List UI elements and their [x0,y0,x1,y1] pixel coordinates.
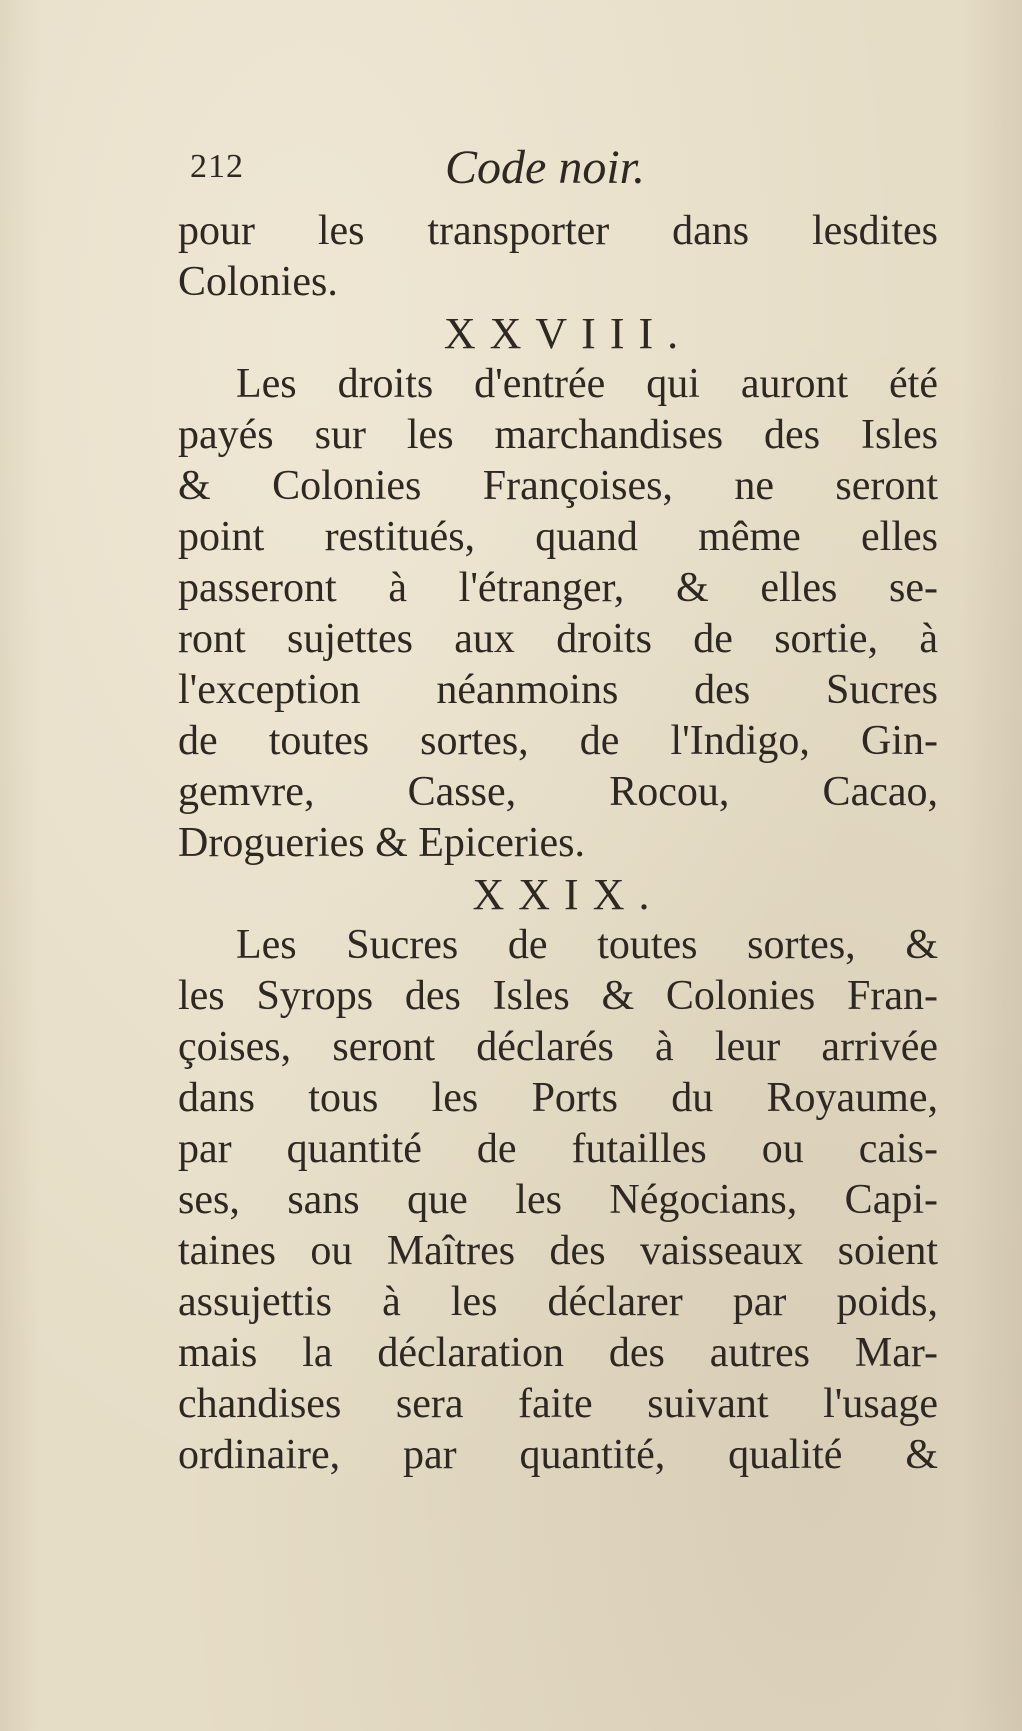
text-line: par quantité de futailles ou cais- [178,1126,938,1172]
text-line: mais la déclaration des autres Mar- [178,1330,938,1376]
text-line: Drogueries & Epiceries. [178,820,586,866]
text-line: chandises sera faite suivant l'usage [178,1381,938,1427]
text-line: passeront à l'étranger, & elles se- [178,565,938,611]
text-line: ront sujettes aux droits de sortie, à [178,616,938,662]
text-line: de toutes sortes, de l'Indigo, Gin- [178,718,938,764]
article-heading-xxviii: XXVIII. [443,309,693,358]
running-title: Code noir. [445,141,646,194]
text-line: & Colonies Françoises, ne seront [178,463,938,509]
page-header [190,140,950,200]
text-line: ordinaire, par quantité, qualité & [178,1432,938,1478]
text-line: assujettis à les déclarer par poids, [178,1279,938,1325]
text-line: çoises, seront déclarés à leur arrivée [178,1024,938,1070]
text-line: payés sur les marchandises des Isles [178,412,938,458]
text-line: Les Sucres de toutes sortes, & [236,922,938,968]
text-line: Colonies. [178,259,338,305]
text-line: gemvre, Casse, Rocou, Cacao, [178,769,938,815]
text-line: pour les transporter dans lesdites [178,208,938,254]
text-line: Les droits d'entrée qui auront été [236,361,938,407]
article-heading-xxix: XXIX. [472,870,664,919]
text-line: l'exception néanmoins des Sucres [178,667,938,713]
text-line: taines ou Maîtres des vaisseaux soient [178,1228,938,1274]
text-line: point restitués, quand même elles [178,514,938,560]
page-body [178,206,938,1481]
text-line: les Syrops des Isles & Colonies Fran- [178,973,938,1019]
text-line: ses, sans que les Négocians, Capi- [178,1177,938,1223]
page-number: 212 [190,148,244,185]
text-line: dans tous les Ports du Royaume, [178,1075,938,1121]
